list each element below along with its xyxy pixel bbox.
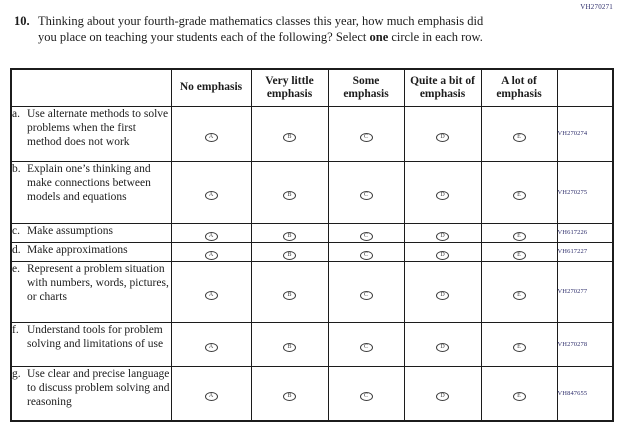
cell-b-quite-a-bit bbox=[404, 161, 481, 223]
table-row-c bbox=[11, 223, 613, 242]
option-bubble-a[interactable] bbox=[205, 232, 218, 241]
question-text-start: Thinking about your fourth-grade mathematics classes this year, how much emphasis did you place on teaching your students each of the following? Select bbox=[38, 14, 484, 44]
option-bubble-c[interactable] bbox=[360, 191, 373, 200]
cell-f-quite-a-bit bbox=[404, 322, 481, 366]
cell-a-no-emphasis bbox=[171, 106, 251, 161]
row-item-code: VH270278 bbox=[557, 322, 613, 366]
bubble-letter: C bbox=[363, 393, 368, 400]
bubble-letter: C bbox=[363, 251, 368, 258]
cell-a-quite-a-bit bbox=[404, 106, 481, 161]
header-code-cell bbox=[557, 69, 613, 106]
cell-c-very-little bbox=[251, 223, 328, 242]
bubble-letter: E bbox=[517, 251, 521, 258]
bubble-letter: E bbox=[517, 291, 521, 298]
option-bubble-d[interactable] bbox=[436, 343, 449, 352]
cell-d-a-lot bbox=[481, 242, 557, 261]
option-bubble-c[interactable] bbox=[360, 343, 373, 352]
table-row-g bbox=[11, 366, 613, 421]
cell-b-some bbox=[328, 161, 404, 223]
bubble-letter: A bbox=[208, 291, 214, 298]
option-bubble-a[interactable] bbox=[205, 133, 218, 142]
option-bubble-e[interactable] bbox=[513, 191, 526, 200]
row-label-cell bbox=[11, 366, 171, 421]
bubble-letter: B bbox=[287, 291, 292, 298]
option-bubble-d[interactable] bbox=[436, 251, 449, 260]
option-bubble-b[interactable] bbox=[283, 343, 296, 352]
row-label-cell bbox=[11, 322, 171, 366]
bubble-letter: E bbox=[517, 192, 521, 198]
row-label-text: Explain one’s thinking and make connections between models and equations bbox=[27, 162, 151, 203]
question-text-bold: one bbox=[369, 30, 389, 44]
bubble-letter: B bbox=[287, 251, 292, 258]
bubble-letter: B bbox=[287, 192, 292, 198]
row-item-code: VH270277 bbox=[557, 261, 613, 322]
form-item-code: VH270271 bbox=[580, 3, 613, 11]
option-bubble-c[interactable] bbox=[360, 291, 373, 300]
bubble-letter: E bbox=[517, 393, 521, 400]
header-blank-cell bbox=[11, 69, 171, 106]
bubble-letter: B bbox=[287, 133, 292, 140]
bubble-letter: D bbox=[440, 344, 445, 350]
cell-a-some bbox=[328, 106, 404, 161]
cell-a-very-little bbox=[251, 106, 328, 161]
option-bubble-b[interactable] bbox=[283, 291, 296, 300]
cell-c-quite-a-bit bbox=[404, 223, 481, 242]
bubble-letter: B bbox=[287, 393, 292, 400]
cell-g-quite-a-bit bbox=[404, 366, 481, 421]
cell-d-quite-a-bit bbox=[404, 242, 481, 261]
cell-e-some bbox=[328, 261, 404, 322]
row-label-cell bbox=[11, 161, 171, 223]
cell-b-very-little bbox=[251, 161, 328, 223]
row-label-cell bbox=[11, 242, 171, 261]
emphasis-matrix-table bbox=[10, 68, 614, 422]
option-bubble-e[interactable] bbox=[513, 392, 526, 401]
row-label-cell bbox=[11, 106, 171, 161]
option-bubble-e[interactable] bbox=[513, 133, 526, 142]
cell-f-very-little bbox=[251, 322, 328, 366]
row-letter: b. bbox=[12, 162, 21, 175]
option-bubble-d[interactable] bbox=[436, 191, 449, 200]
column-header-a-lot-of-emphasis: A lot of emphasis bbox=[481, 69, 557, 106]
option-bubble-e[interactable] bbox=[513, 251, 526, 260]
option-bubble-d[interactable] bbox=[436, 232, 449, 241]
row-label-cell bbox=[11, 261, 171, 322]
row-label-text: Use clear and precise language to discuss problem solving and reasoning bbox=[27, 367, 170, 408]
option-bubble-d[interactable] bbox=[436, 133, 449, 142]
row-label-cell bbox=[11, 223, 171, 242]
option-bubble-b[interactable] bbox=[283, 191, 296, 200]
cell-d-some bbox=[328, 242, 404, 261]
bubble-letter: D bbox=[440, 291, 445, 298]
row-letter: g. bbox=[12, 367, 21, 380]
cell-g-no-emphasis bbox=[171, 366, 251, 421]
row-letter: c. bbox=[12, 224, 20, 237]
cell-f-a-lot bbox=[481, 322, 557, 366]
bubble-letter: C bbox=[363, 232, 368, 239]
bubble-letter: D bbox=[440, 192, 445, 198]
question-text bbox=[38, 13, 500, 45]
bubble-letter: A bbox=[208, 251, 214, 258]
option-bubble-b[interactable] bbox=[283, 251, 296, 260]
row-label-text: Understand tools for problem solving and limitations of use bbox=[27, 323, 164, 350]
option-bubble-c[interactable] bbox=[360, 251, 373, 260]
column-header-no-emphasis: No emphasis bbox=[171, 69, 251, 106]
row-item-code: VH847655 bbox=[557, 366, 613, 421]
bubble-letter: C bbox=[363, 344, 368, 350]
bubble-letter: D bbox=[440, 393, 445, 400]
bubble-letter: A bbox=[208, 344, 214, 350]
cell-d-very-little bbox=[251, 242, 328, 261]
row-letter: e. bbox=[12, 262, 20, 275]
question-block bbox=[14, 13, 500, 45]
table-row-f bbox=[11, 322, 613, 366]
cell-f-some bbox=[328, 322, 404, 366]
option-bubble-b[interactable] bbox=[283, 232, 296, 241]
option-bubble-d[interactable] bbox=[436, 392, 449, 401]
option-bubble-b[interactable] bbox=[283, 133, 296, 142]
bubble-letter: C bbox=[363, 133, 368, 140]
option-bubble-a[interactable] bbox=[205, 291, 218, 300]
question-number: 10. bbox=[14, 14, 30, 28]
row-label-text: Represent a problem situation with numbers, words, pictures, or charts bbox=[27, 262, 169, 303]
option-bubble-a[interactable] bbox=[205, 343, 218, 352]
bubble-letter: A bbox=[208, 192, 214, 198]
bubble-letter: E bbox=[517, 133, 521, 140]
option-bubble-a[interactable] bbox=[205, 251, 218, 260]
table-row-d bbox=[11, 242, 613, 261]
cell-g-a-lot bbox=[481, 366, 557, 421]
cell-e-very-little bbox=[251, 261, 328, 322]
row-label-text: Use alternate methods to solve problems when the first method does not work bbox=[27, 107, 169, 148]
cell-e-quite-a-bit bbox=[404, 261, 481, 322]
bubble-letter: A bbox=[208, 393, 214, 400]
column-header-very-little-emphasis: Very little emphasis bbox=[251, 69, 328, 106]
column-header-some-emphasis: Some emphasis bbox=[328, 69, 404, 106]
option-bubble-c[interactable] bbox=[360, 392, 373, 401]
cell-e-a-lot bbox=[481, 261, 557, 322]
row-item-code: VH270275 bbox=[557, 161, 613, 223]
row-letter: f. bbox=[12, 323, 19, 336]
option-bubble-a[interactable] bbox=[205, 392, 218, 401]
option-bubble-c[interactable] bbox=[360, 133, 373, 142]
cell-a-a-lot bbox=[481, 106, 557, 161]
cell-b-no-emphasis bbox=[171, 161, 251, 223]
option-bubble-d[interactable] bbox=[436, 291, 449, 300]
cell-f-no-emphasis bbox=[171, 322, 251, 366]
header-row bbox=[11, 69, 613, 106]
cell-c-no-emphasis bbox=[171, 223, 251, 242]
question-text-end: circle in each row. bbox=[388, 30, 483, 44]
cell-c-some bbox=[328, 223, 404, 242]
cell-c-a-lot bbox=[481, 223, 557, 242]
bubble-letter: C bbox=[363, 192, 368, 198]
cell-g-some bbox=[328, 366, 404, 421]
row-item-code: VH270274 bbox=[557, 106, 613, 161]
option-bubble-b[interactable] bbox=[283, 392, 296, 401]
bubble-letter: A bbox=[208, 232, 214, 239]
option-bubble-c[interactable] bbox=[360, 232, 373, 241]
row-item-code: VH617226 bbox=[557, 223, 613, 242]
cell-b-a-lot bbox=[481, 161, 557, 223]
row-letter: a. bbox=[12, 107, 20, 120]
table-row-b bbox=[11, 161, 613, 223]
cell-g-very-little bbox=[251, 366, 328, 421]
bubble-letter: D bbox=[440, 133, 445, 140]
bubble-letter: C bbox=[363, 291, 368, 298]
row-label-text: Make approximations bbox=[27, 243, 128, 256]
option-bubble-e[interactable] bbox=[513, 232, 526, 241]
row-item-code: VH617227 bbox=[557, 242, 613, 261]
option-bubble-e[interactable] bbox=[513, 291, 526, 300]
cell-d-no-emphasis bbox=[171, 242, 251, 261]
bubble-letter: E bbox=[517, 232, 521, 239]
column-header-quite-a-bit-of-emphasis: Quite a bit of emphasis bbox=[404, 69, 481, 106]
option-bubble-e[interactable] bbox=[513, 343, 526, 352]
cell-e-no-emphasis bbox=[171, 261, 251, 322]
bubble-letter: D bbox=[440, 251, 445, 258]
option-bubble-a[interactable] bbox=[205, 191, 218, 200]
row-label-text: Make assumptions bbox=[27, 224, 113, 237]
bubble-letter: B bbox=[287, 232, 292, 239]
bubble-letter: E bbox=[517, 344, 521, 350]
bubble-letter: A bbox=[208, 133, 214, 140]
table-row-a bbox=[11, 106, 613, 161]
row-letter: d. bbox=[12, 243, 21, 256]
bubble-letter: B bbox=[287, 344, 292, 350]
bubble-letter: D bbox=[440, 232, 445, 239]
table-row-e bbox=[11, 261, 613, 322]
